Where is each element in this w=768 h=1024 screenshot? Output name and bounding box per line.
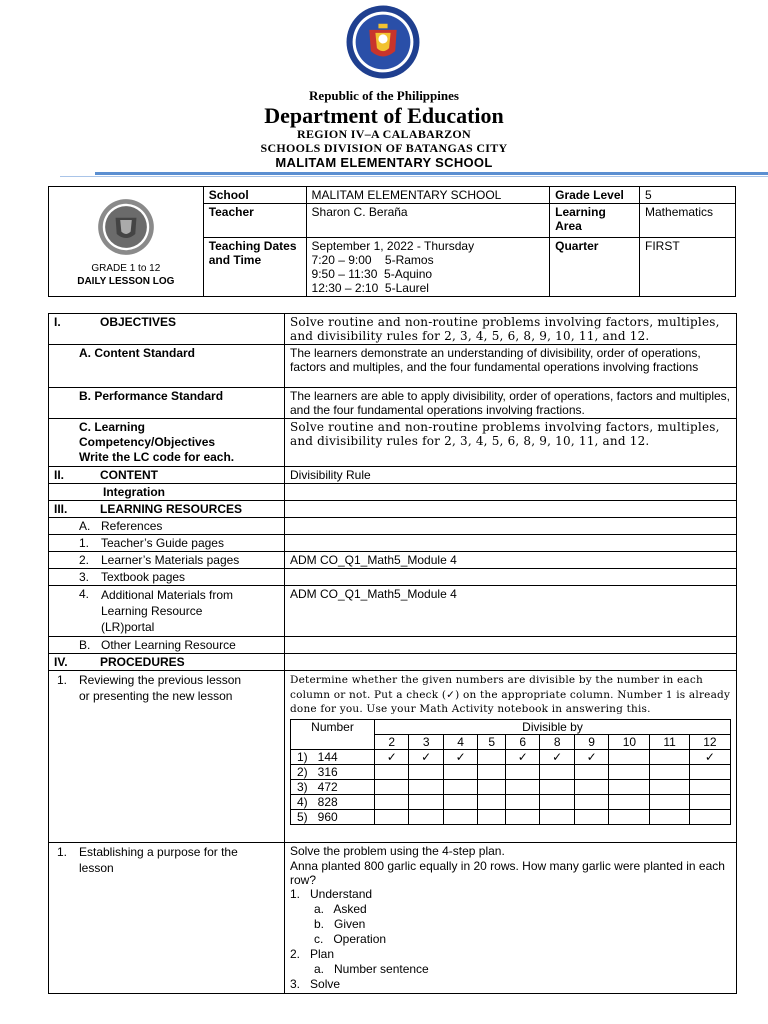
learning-area-value: Mathematics: [640, 204, 736, 238]
performance-standard-text: The learners are able to apply divisibility, order of operations, factors and multiples, and the four fundamental operations involving fractions.: [285, 388, 737, 419]
table-row: [291, 749, 731, 764]
teaching-date-line: September 1, 2022 - Thursday: [311, 239, 475, 253]
check-cell[interactable]: [609, 809, 650, 824]
grade-level-label: Grade Level: [550, 187, 640, 204]
check-cell[interactable]: [540, 809, 574, 824]
quarter-label: Quarter: [550, 238, 640, 297]
check-cell[interactable]: [409, 794, 443, 809]
divisor-header: 9: [574, 734, 608, 749]
list-text-line: Additional Materials from: [101, 588, 234, 602]
check-cell[interactable]: [443, 779, 477, 794]
schedule-line: 7:20 – 9:00 5-Ramos: [311, 253, 434, 267]
number-cell: 5) 960: [291, 809, 375, 824]
list-number: 1.: [57, 673, 68, 687]
check-cell[interactable]: ✓: [409, 749, 443, 764]
check-cell[interactable]: [574, 764, 608, 779]
textbook-label: [49, 569, 285, 586]
content-standard-label: A. Content Standard: [49, 345, 285, 388]
deped-seal-logo: [345, 4, 421, 80]
content-heading: [49, 467, 285, 484]
table-row: [291, 794, 731, 809]
number-column-header: Number: [291, 719, 375, 749]
check-cell[interactable]: [478, 749, 506, 764]
divisor-header: 8: [540, 734, 574, 749]
check-cell[interactable]: ✓: [574, 749, 608, 764]
list-number: A.: [79, 519, 91, 533]
check-cell[interactable]: [574, 779, 608, 794]
department-title: Department of Education: [264, 103, 504, 128]
section-title: CONTENT: [100, 468, 158, 482]
check-cell[interactable]: [375, 809, 409, 824]
additional-materials-label: [49, 586, 285, 637]
teachers-guide-label: [49, 535, 285, 552]
check-cell[interactable]: [609, 779, 650, 794]
list-text: [79, 844, 238, 876]
divisor-header: 5: [478, 734, 506, 749]
lesson-info-table: [48, 186, 736, 297]
header-divider-thin: [60, 176, 768, 177]
school-value: MALITAM ELEMENTARY SCHOOL: [306, 187, 550, 204]
table-row: [291, 809, 731, 824]
table-row: [291, 764, 731, 779]
check-cell[interactable]: [689, 809, 730, 824]
list-text-line: or presenting the new lesson: [79, 689, 233, 703]
check-cell[interactable]: ✓: [375, 749, 409, 764]
grades-label: GRADE 1 to 12: [91, 262, 161, 274]
teacher-value: Sharon C. Beraña: [306, 204, 550, 238]
check-cell[interactable]: [478, 779, 506, 794]
textbook-text: [285, 569, 737, 586]
check-cell[interactable]: [609, 764, 650, 779]
competency-label: [49, 419, 285, 467]
section-title: PROCEDURES: [100, 655, 185, 669]
list-text: References: [101, 519, 163, 533]
divisor-header: 6: [506, 734, 540, 749]
list-text-line: Learning Resource: [101, 604, 203, 618]
step-item: 3. Solve: [290, 977, 341, 991]
step-item: 2. Plan: [290, 947, 335, 961]
check-cell[interactable]: [409, 779, 443, 794]
check-cell[interactable]: [689, 764, 730, 779]
list-text: Other Learning Resource: [101, 638, 236, 652]
performance-standard-label: B. Performance Standard: [49, 388, 285, 419]
references-label: [49, 518, 285, 535]
check-cell[interactable]: [478, 809, 506, 824]
integration-text: [285, 484, 737, 501]
section-number: II.: [54, 468, 65, 482]
purpose-problem: Anna planted 800 garlic equally in 20 rows. How many garlic were planted in each row?: [290, 859, 725, 887]
check-cell[interactable]: ✓: [689, 749, 730, 764]
competency-label-line: Competency/Objectives: [79, 435, 216, 449]
number-cell: 1) 144: [291, 749, 375, 764]
review-label: [49, 671, 285, 843]
region-line: REGION IV–A CALABARZON: [297, 127, 471, 141]
schedule-line: 9:50 – 11:30 5-Aquino: [311, 267, 433, 281]
quarter-value: FIRST: [640, 238, 736, 297]
table-row: [291, 779, 731, 794]
check-cell[interactable]: ✓: [506, 749, 540, 764]
objectives-text: Solve routine and non-routine problems involving factors, multiples, and divisibility rules for 2, 3, 4, 5, 6, 8, 9, 10, 11, and 12.: [285, 314, 737, 345]
divisibility-table: [290, 719, 731, 825]
list-number: 1.: [79, 536, 90, 550]
check-cell[interactable]: [650, 764, 689, 779]
divisor-header: 4: [443, 734, 477, 749]
list-text: [79, 672, 241, 704]
check-cell[interactable]: [540, 764, 574, 779]
learning-area-label: Learning Area: [550, 204, 640, 238]
references-text: [285, 518, 737, 535]
learners-materials-text: ADM CO_Q1_Math5_Module 4: [285, 552, 737, 569]
check-cell[interactable]: [375, 764, 409, 779]
check-cell[interactable]: [409, 764, 443, 779]
school-label: School: [203, 187, 306, 204]
divisor-header: 12: [689, 734, 730, 749]
purpose-content: [285, 843, 737, 994]
check-cell[interactable]: [478, 794, 506, 809]
step-subitem: a. Number sentence: [314, 962, 429, 976]
list-text-line: (LR)portal: [101, 620, 155, 634]
check-cell[interactable]: [650, 749, 689, 764]
check-cell[interactable]: [689, 779, 730, 794]
check-cell[interactable]: [409, 809, 443, 824]
divisible-by-header: Divisible by: [375, 719, 731, 734]
step-subitem: c. Operation: [314, 932, 387, 946]
check-cell[interactable]: [609, 794, 650, 809]
number-cell: 4) 828: [291, 794, 375, 809]
check-cell[interactable]: [689, 794, 730, 809]
number-cell: 3) 472: [291, 779, 375, 794]
list-number: 1.: [57, 845, 68, 859]
list-text: [101, 587, 233, 635]
schedule-line: 12:30 – 2:10 5-Laurel: [311, 281, 429, 295]
check-cell[interactable]: [540, 779, 574, 794]
objectives-heading: [49, 314, 285, 345]
check-cell[interactable]: [574, 794, 608, 809]
other-resource-label: [49, 637, 285, 654]
number-cell: 2) 316: [291, 764, 375, 779]
check-cell[interactable]: [375, 794, 409, 809]
content-standard-text: The learners demonstrate an understanding of divisibility, order of operations, factors and multiples, and the four fundamental operations involving fractions: [285, 345, 737, 388]
check-cell[interactable]: [574, 809, 608, 824]
integration-label: Integration: [49, 484, 285, 501]
purpose-instruction: Solve the problem using the 4-step plan.: [290, 844, 505, 858]
school-line: MALITAM ELEMENTARY SCHOOL: [275, 155, 493, 170]
list-text-line: lesson: [79, 861, 114, 875]
list-number: 4.: [79, 587, 90, 601]
check-cell[interactable]: ✓: [540, 749, 574, 764]
deped-seal-small-logo: [97, 198, 155, 256]
grade-level-value: 5: [640, 187, 736, 204]
review-instructions: Determine whether the given numbers are divisible by the number in each column or not. Put a check (✓) on the appropriate column. Number 1 is already done for you. Use your Math Activity notebook in answering this.: [290, 674, 731, 715]
section-number: III.: [54, 502, 68, 516]
lesson-plan-table: [48, 313, 737, 994]
learning-resources-heading: [49, 501, 285, 518]
list-text-line: Establishing a purpose for the: [79, 845, 238, 859]
header-divider: [95, 172, 768, 175]
check-cell[interactable]: ✓: [443, 749, 477, 764]
teacher-label: Teacher: [203, 204, 306, 238]
list-number: 3.: [79, 570, 90, 584]
check-cell[interactable]: [443, 764, 477, 779]
check-cell[interactable]: [650, 809, 689, 824]
content-text: Divisibility Rule: [285, 467, 737, 484]
check-cell[interactable]: [375, 779, 409, 794]
check-cell[interactable]: [478, 764, 506, 779]
info-logo-cell: [49, 187, 204, 297]
step-subitem: a. Asked: [314, 902, 367, 916]
check-cell[interactable]: [609, 749, 650, 764]
list-text: Teacher’s Guide pages: [101, 536, 224, 550]
purpose-label: [49, 843, 285, 994]
check-cell[interactable]: [650, 779, 689, 794]
check-cell[interactable]: [506, 794, 540, 809]
section-number: IV.: [54, 655, 68, 669]
list-number: 2.: [79, 553, 90, 567]
check-cell[interactable]: [506, 764, 540, 779]
procedures-heading: [49, 654, 285, 671]
learning-resources-text: [285, 501, 737, 518]
check-cell[interactable]: [540, 794, 574, 809]
competency-text: Solve routine and non-routine problems involving factors, multiples, and divisibility rules for 2, 3, 4, 5, 6, 8, 9, 10, 11, and 12.: [285, 419, 737, 467]
divisor-header: 3: [409, 734, 443, 749]
division-line: SCHOOLS DIVISION OF BATANGAS CITY: [260, 141, 508, 155]
step-subitem: b. Given: [314, 917, 366, 931]
procedures-text: [285, 654, 737, 671]
learners-materials-label: [49, 552, 285, 569]
review-content: [285, 671, 737, 843]
check-cell[interactable]: [506, 809, 540, 824]
other-resource-text: [285, 637, 737, 654]
divisor-header: 11: [650, 734, 689, 749]
check-cell[interactable]: [650, 794, 689, 809]
step-item: 1. Understand: [290, 887, 373, 901]
teachers-guide-text: [285, 535, 737, 552]
republic-line: Republic of the Philippines: [309, 88, 459, 103]
list-text-line: Reviewing the previous lesson: [79, 673, 242, 687]
list-text: Learner’s Materials pages: [101, 553, 240, 567]
additional-materials-text: ADM CO_Q1_Math5_Module 4: [285, 586, 737, 637]
teaching-dates-value: [306, 238, 550, 297]
competency-label-line: Write the LC code for each.: [79, 450, 235, 464]
list-text: Textbook pages: [101, 570, 186, 584]
teaching-dates-label: Teaching Dates and Time: [203, 238, 306, 297]
check-cell[interactable]: [506, 779, 540, 794]
section-number: I.: [54, 315, 61, 329]
section-title: OBJECTIVES: [100, 315, 177, 329]
daily-lesson-log-label: DAILY LESSON LOG: [77, 275, 175, 287]
check-cell[interactable]: [443, 809, 477, 824]
section-title: LEARNING RESOURCES: [100, 502, 243, 516]
competency-label-line: C. Learning: [79, 420, 146, 434]
check-cell[interactable]: [443, 794, 477, 809]
divisor-header: 2: [375, 734, 409, 749]
list-number: B.: [79, 638, 91, 652]
divisor-header: 10: [609, 734, 650, 749]
